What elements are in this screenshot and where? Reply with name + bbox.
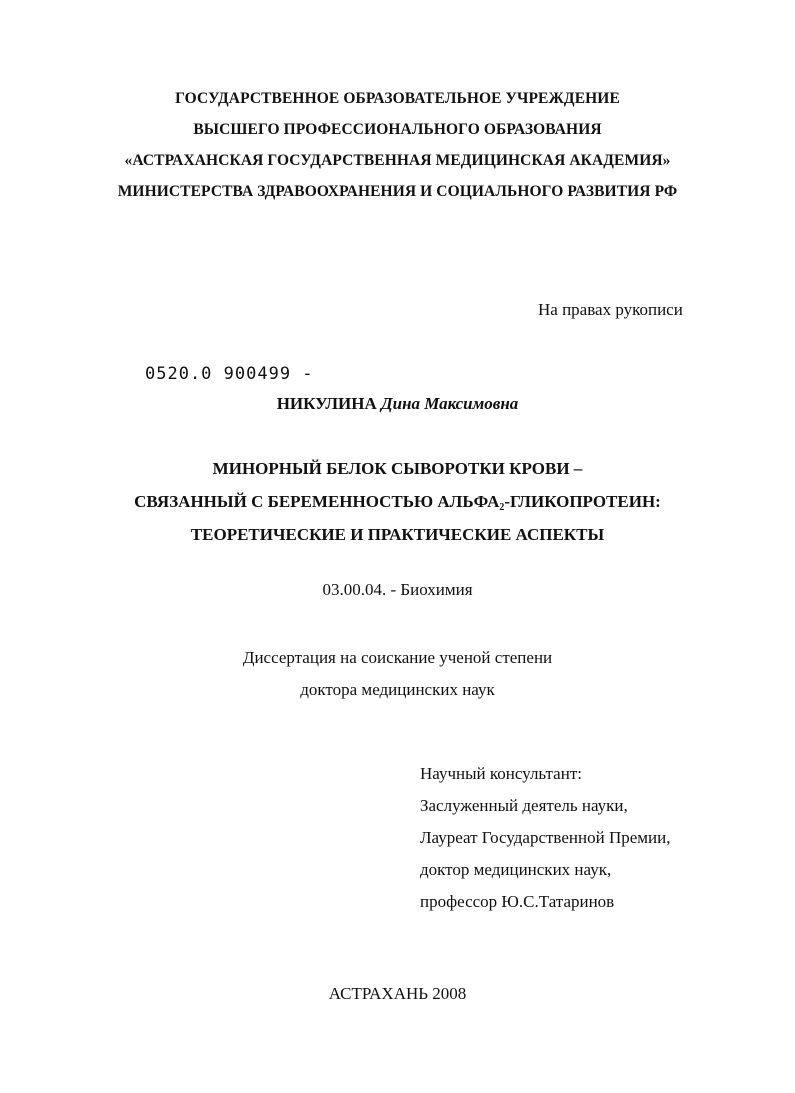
scientific-advisor (420, 758, 670, 918)
author-name (0, 394, 795, 414)
title-line-2 (0, 485, 795, 518)
degree-line-2: доктора медицинских наук (300, 680, 495, 699)
institution-line-4: МИНИСТЕРСТВА ЗДРАВООХРАНЕНИЯ И СОЦИАЛЬНОГО РАЗВИТИЯ РФ (117, 183, 678, 200)
institution-line-1: ГОСУДАРСТВЕННОЕ ОБРАЗОВАТЕЛЬНОЕ УЧРЕЖДЕНИЕ (175, 90, 620, 107)
institution-header (0, 83, 795, 207)
title-line-1: МИНОРНЫЙ БЕЛОК СЫВОРОТКИ КРОВИ – (212, 459, 583, 478)
author-given-names: Дина Максимовна (381, 394, 519, 413)
title-line-3: ТЕОРЕТИЧЕСКИЕ И ПРАКТИЧЕСКИЕ АСПЕКТЫ (190, 525, 605, 544)
title-alpha-subscript: 2 (499, 502, 505, 513)
dissertation-title (0, 452, 795, 551)
specialty-code: 03.00.04. - Биохимия (322, 580, 473, 599)
title-line-2-start: СВЯЗАННЫЙ С БЕРЕМЕННОСТЬЮ АЛЬФА (134, 492, 500, 511)
manuscript-rights-note: На правах рукописи (538, 300, 683, 319)
degree-statement (0, 642, 795, 706)
author-surname: НИКУЛИНА (276, 394, 377, 413)
library-catalog-number: 0520.0 900499 - (145, 364, 314, 384)
city-and-year: АСТРАХАНЬ 2008 (328, 984, 467, 1003)
advisor-line-4: доктор медицинских наук, (420, 860, 612, 879)
advisor-line-2: Заслуженный деятель науки, (420, 796, 628, 815)
advisor-line-5: профессор Ю.С.Татаринов (420, 892, 615, 911)
advisor-line-3: Лауреат Государственной Премии, (420, 828, 671, 847)
degree-line-1: Диссертация на соискание ученой степени (242, 648, 553, 667)
advisor-line-1: Научный консультант: (420, 764, 582, 783)
institution-line-3: «АСТРАХАНСКАЯ ГОСУДАРСТВЕННАЯ МЕДИЦИНСКАЯ АКАДЕМИЯ» (124, 152, 671, 169)
institution-line-2: ВЫСШЕГО ПРОФЕССИОНАЛЬНОГО ОБРАЗОВАНИЯ (193, 121, 602, 138)
title-line-2-end: -ГЛИКОПРОТЕИН: (504, 492, 661, 511)
